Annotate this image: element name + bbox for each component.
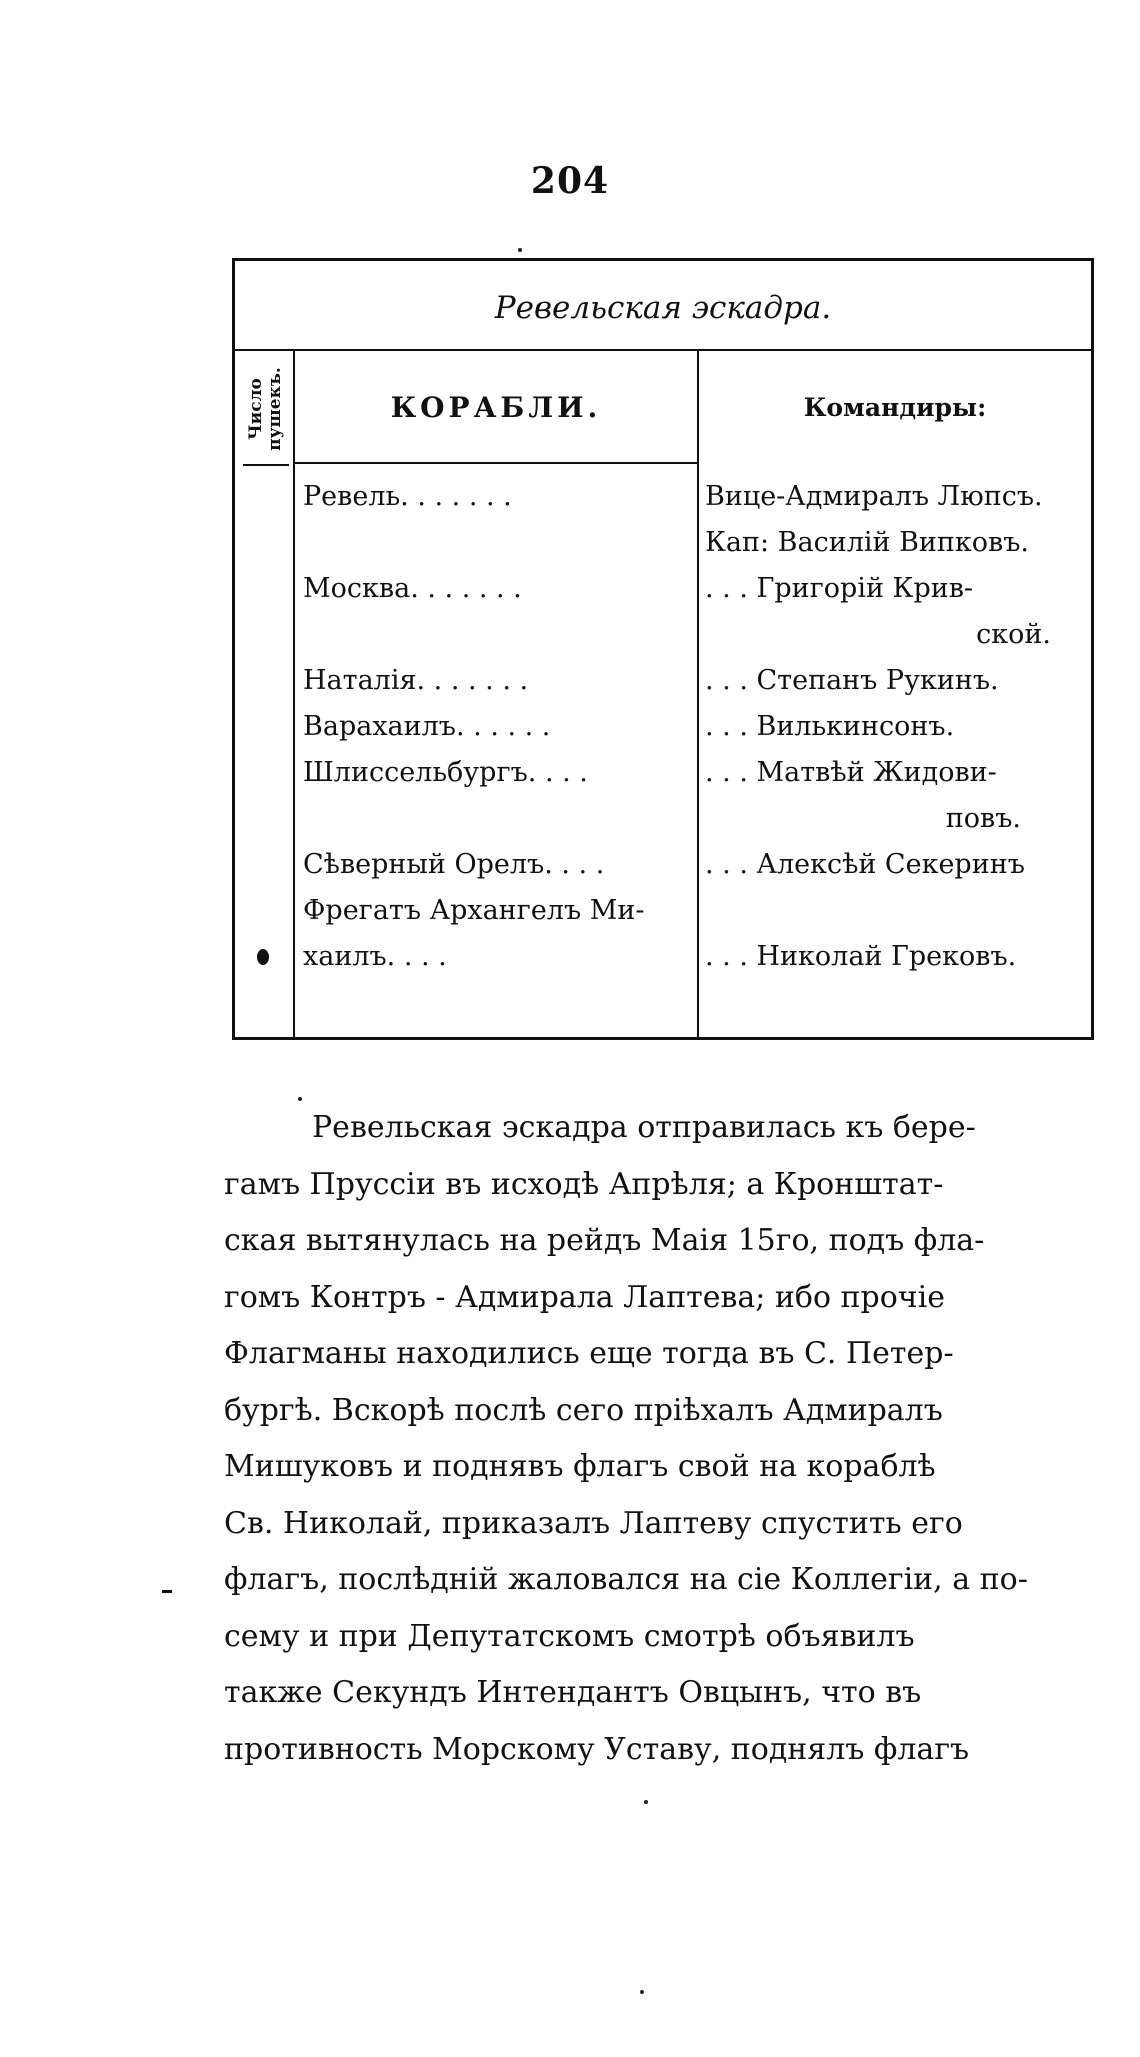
ship-name: Москва. . . . . . . [303, 573, 522, 604]
text-line: гомъ Контръ - Адмирала Лаптева; ибо прочіе [224, 1279, 945, 1315]
text-line: Флагманы находились еще тогда въ С. Петер- [224, 1336, 954, 1371]
guns-header-label: Число пушекъ. [246, 367, 285, 451]
ship-name: Ревель. . . . . . . [303, 481, 512, 512]
text-line: бургѣ. Вскорѣ послѣ сего пріѣхалъ Адмиралъ [224, 1392, 943, 1428]
text-line: гамъ Пруссіи въ исходѣ Апрѣля; а Кронштат- [224, 1166, 944, 1202]
text-line: сему и при Депутатскомъ смотрѣ объявилъ [224, 1618, 915, 1654]
ship-name: Наталія. . . . . . . [303, 665, 529, 696]
commanders-column [699, 351, 1091, 1040]
text-line: противность Морскому Уставу, поднялъ флагъ [224, 1731, 970, 1767]
commander-name: . . . Николай Грековъ. [705, 941, 1017, 972]
table-title: Ревельская эскадра. [235, 261, 1091, 351]
commander-name: . . . Алексѣй Секеринъ [705, 849, 1025, 880]
commander-name: . . . Григорій Крив- [705, 573, 974, 604]
ships-column [295, 351, 699, 1040]
margin-mark [162, 1590, 172, 1593]
speck [640, 1990, 644, 1994]
commander-name: Вице-Адмиралъ Люпсъ. [705, 481, 1043, 512]
text-line: Ревельская эскадра отправилась къ бере- [312, 1110, 976, 1145]
commander-name: . . . Степанъ Рукинъ. [705, 665, 999, 696]
text-line: Мишуковъ и поднявъ флагъ свой на кораблѣ [224, 1449, 936, 1484]
commander-name: повъ. [945, 803, 1021, 834]
ink-mark [257, 949, 269, 965]
body-paragraph [224, 1100, 1100, 1778]
guns-column [235, 351, 295, 1040]
ships-header: КОРАБЛИ. [295, 351, 697, 464]
text-line: Св. Николай, приказалъ Лаптеву спустить его [224, 1505, 963, 1541]
speck [644, 1800, 648, 1804]
commander-name: . . . Вилькинсонъ. [705, 711, 955, 742]
speck [298, 1097, 302, 1101]
speck [518, 248, 522, 252]
commander-name: Кап: Василій Випковъ. [705, 527, 1030, 558]
ship-name: Фрегатъ Архангелъ Ми- [303, 895, 645, 926]
ship-name: Шлиссельбургъ. . . . [303, 757, 588, 788]
commanders-header: Командиры: [803, 393, 987, 422]
text-line: флагъ, послѣдній жаловался на сіе Коллегіи, а по- [224, 1562, 1028, 1597]
text-line: ская вытянулась на рейдъ Маія 15го, подъ фла- [224, 1223, 985, 1258]
commander-name: ской. [976, 619, 1051, 650]
ship-name: хаилъ. . . . [303, 941, 447, 972]
text-line: также Секундъ Интендантъ Овцынъ, что въ [224, 1675, 922, 1710]
commander-name: . . . Матвѣй Жидови- [705, 757, 997, 788]
page-number: 204 [530, 160, 610, 202]
guns-header [243, 354, 289, 466]
ship-name: Сѣверный Орелъ. . . . [303, 849, 605, 880]
ship-name: Варахаилъ. . . . . . [303, 711, 551, 742]
fleet-table [232, 258, 1094, 1040]
